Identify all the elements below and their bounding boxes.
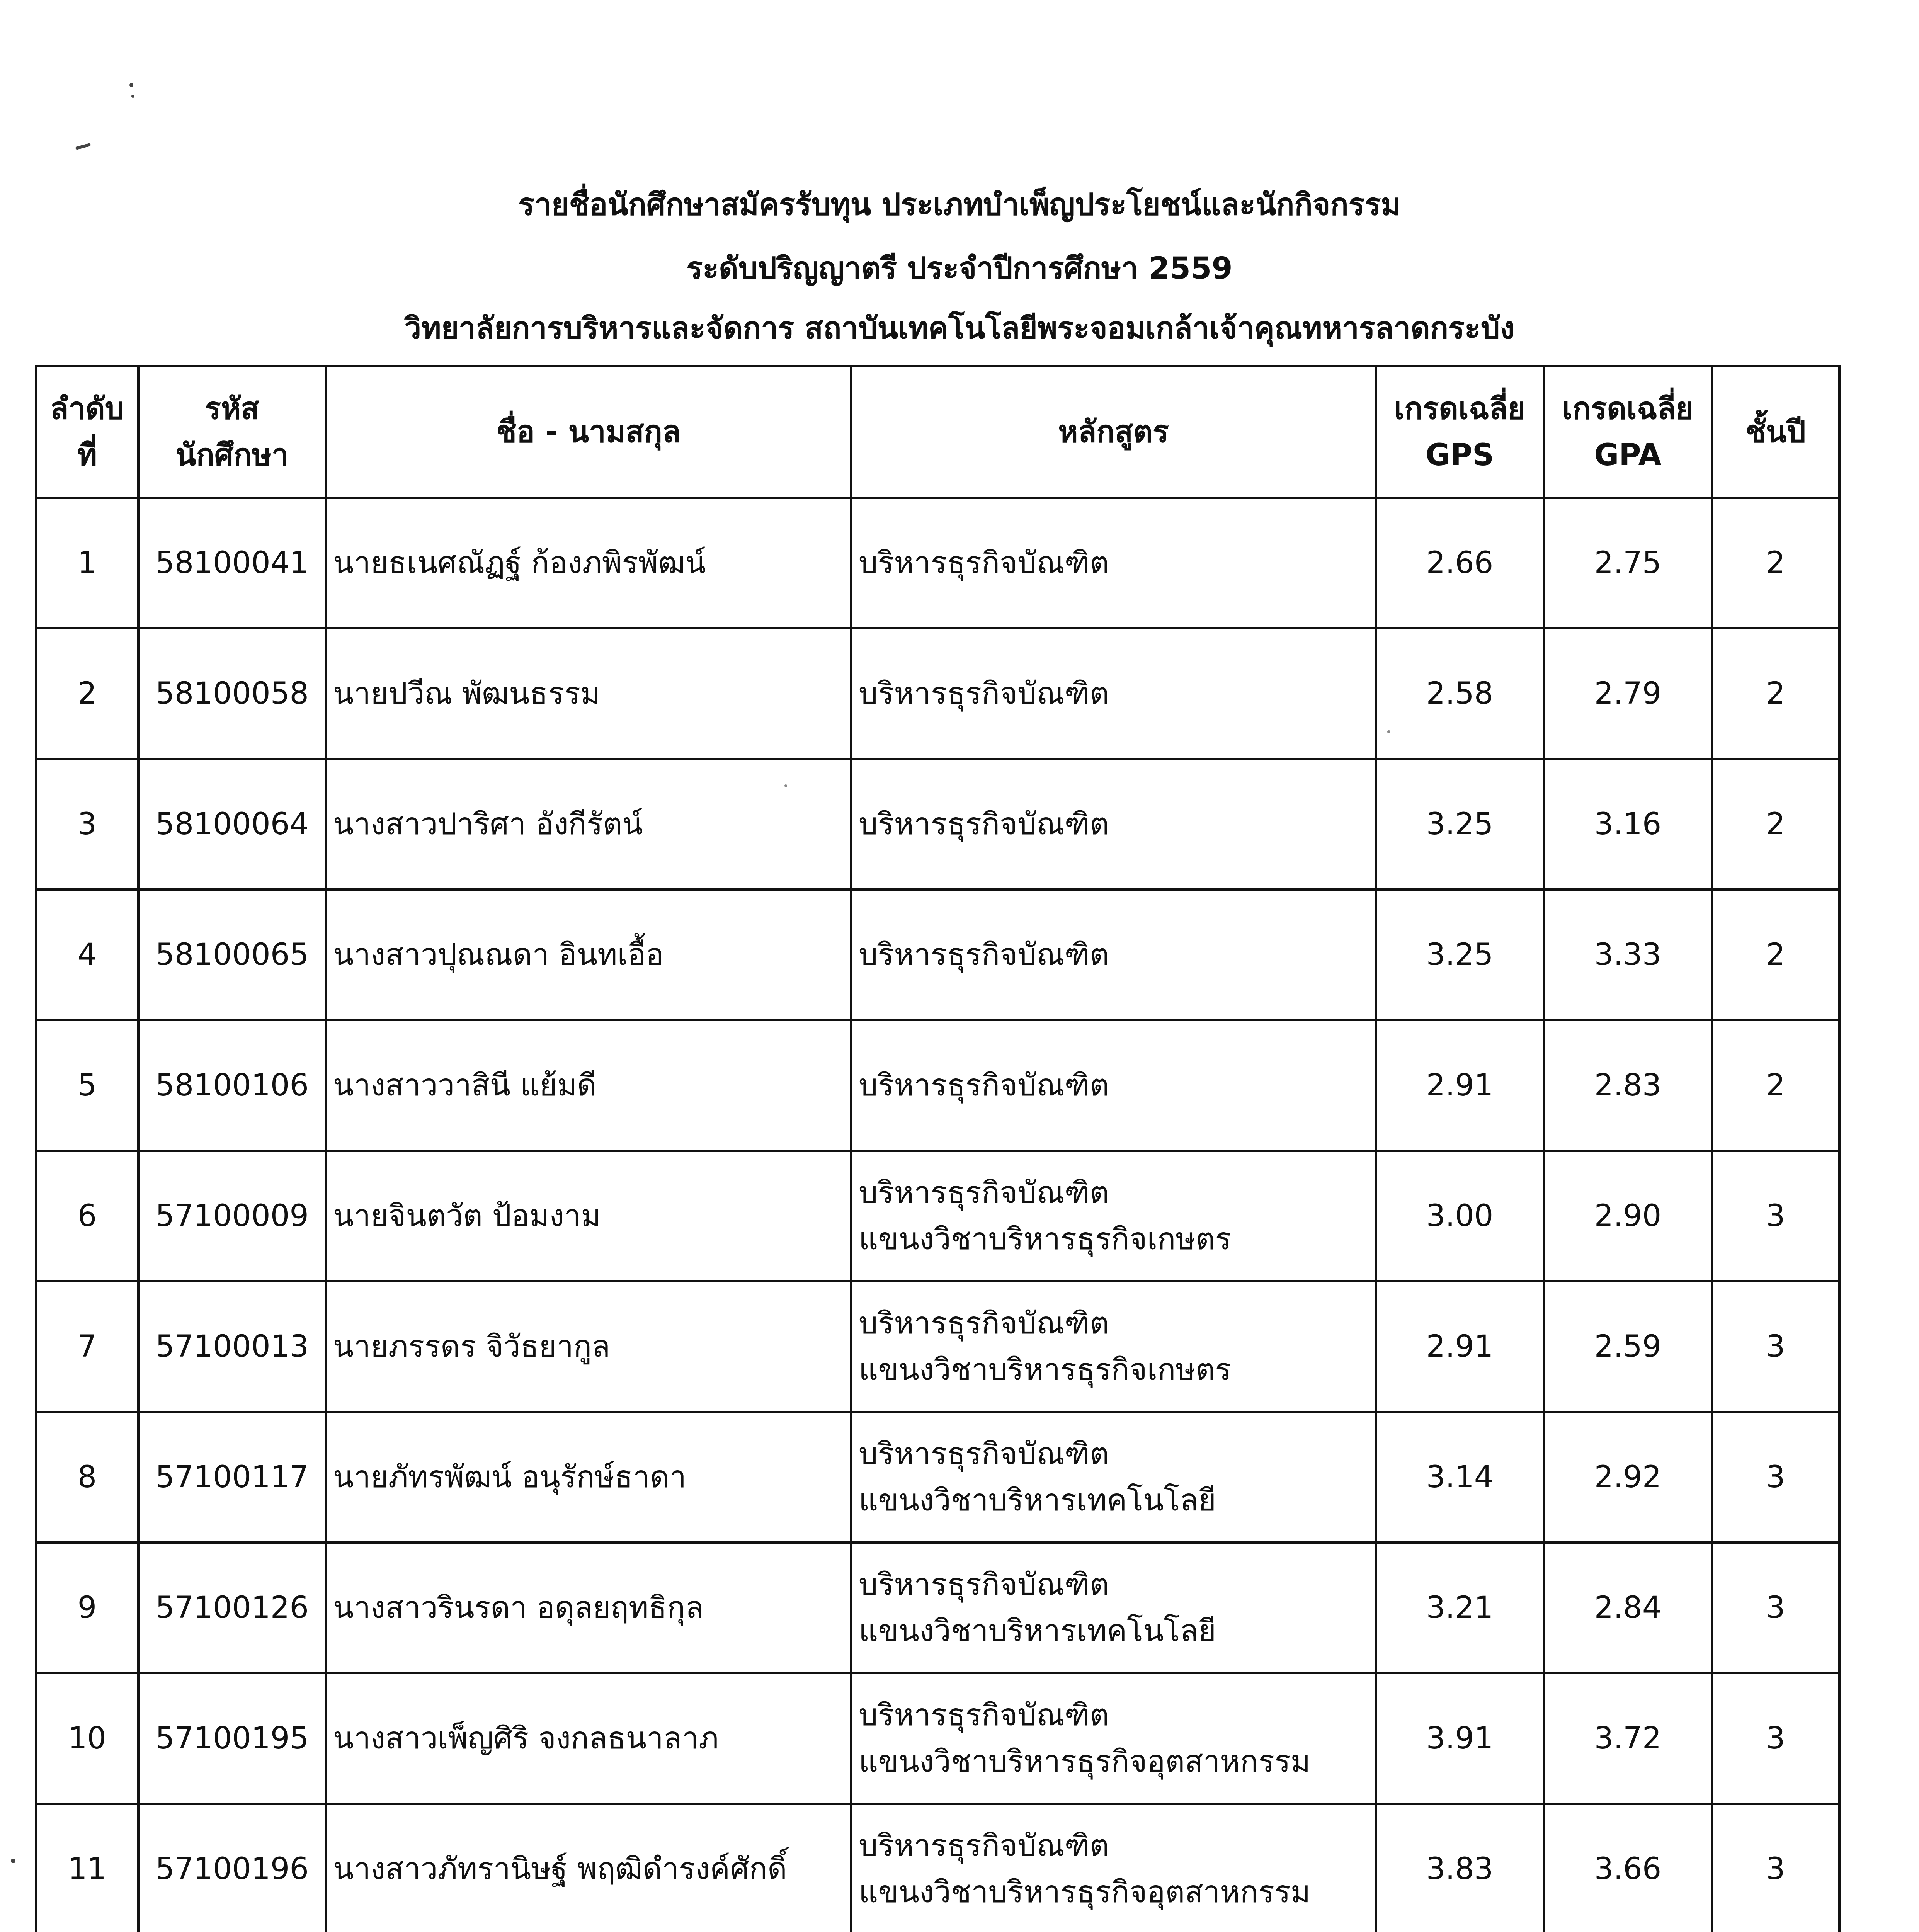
gpa-cell: 2.92 [1544,1412,1712,1543]
row-number-cell: 10 [36,1673,138,1804]
scan-speck [11,1859,15,1863]
header-student-id [138,366,326,498]
program-degree: บริหารธุรกิจบัณฑิต [859,676,1109,711]
student-name-cell: นายภัทรพัฒน์ อนุรักษ์ธาดา [326,1412,851,1543]
program-degree: บริหารธุรกิจบัณฑิต [859,1068,1109,1103]
table-row [36,628,1839,759]
gps-cell: 3.25 [1376,759,1544,889]
gpa-cell: 2.84 [1544,1543,1712,1673]
header-year: ชั้นปี [1712,366,1839,498]
program-major: แขนงวิชาบริหารธุรกิจเกษตร [859,1222,1232,1257]
gpa-cell: 2.79 [1544,628,1712,759]
year-cell: 2 [1712,628,1839,759]
student-id-cell: 57100126 [138,1543,326,1673]
header-program: หลักสูตร [851,366,1376,498]
header-name: ชื่อ - นามสกุล [326,366,851,498]
scan-speck [1387,730,1390,733]
gpa-cell: 2.83 [1544,1020,1712,1151]
row-number-cell: 7 [36,1281,138,1412]
year-cell: 3 [1712,1673,1839,1804]
year-cell: 3 [1712,1412,1839,1543]
table-row [36,1673,1839,1804]
program-cell [851,1412,1376,1543]
year-cell: 2 [1712,498,1839,628]
program-cell [851,1543,1376,1673]
row-number-cell: 8 [36,1412,138,1543]
header-id-line-2: นักศึกษา [175,438,289,473]
student-id-cell: 57100009 [138,1151,326,1281]
student-id-cell: 58100041 [138,498,326,628]
header-row [36,366,1839,498]
program-cell [851,628,1376,759]
row-number-cell: 9 [36,1543,138,1673]
year-cell: 2 [1712,1020,1839,1151]
table-row [36,1020,1839,1151]
header-no-line-1: ลำดับ [50,391,124,426]
table-row [36,1151,1839,1281]
program-cell [851,1673,1376,1804]
gpa-cell: 2.90 [1544,1151,1712,1281]
gps-cell: 2.58 [1376,628,1544,759]
year-cell: 2 [1712,889,1839,1020]
program-major: แขนงวิชาบริหารธุรกิจเกษตร [859,1352,1232,1387]
program-degree: บริหารธุรกิจบัณฑิต [859,1567,1109,1602]
table-row [36,1543,1839,1673]
row-number-cell: 2 [36,628,138,759]
program-degree: บริหารธุรกิจบัณฑิต [859,1437,1109,1471]
year-cell: 3 [1712,1151,1839,1281]
student-id-cell: 57100013 [138,1281,326,1412]
gps-cell: 2.91 [1376,1020,1544,1151]
gps-cell: 3.91 [1376,1673,1544,1804]
header-gps-line-1: เกรดเฉลี่ย [1394,391,1526,426]
student-name-cell: นางสาวภัทรานิษฐ์ พฤฒิดำรงค์ศักดิ์ [326,1804,851,1932]
gpa-cell: 3.66 [1544,1804,1712,1932]
row-number-cell: 6 [36,1151,138,1281]
year-cell: 2 [1712,759,1839,889]
gpa-cell: 2.59 [1544,1281,1712,1412]
year-cell: 3 [1712,1804,1839,1932]
student-id-cell: 58100064 [138,759,326,889]
program-major: แขนงวิชาบริหารธุรกิจอุตสาหกรรม [859,1744,1311,1779]
program-degree: บริหารธุรกิจบัณฑิต [859,1698,1109,1733]
program-cell [851,759,1376,889]
program-cell [851,1020,1376,1151]
header-gps-line-2: GPS [1425,438,1494,473]
student-name-cell: นายปวีณ พัฒนธรรม [326,628,851,759]
header-no [36,366,138,498]
row-number-cell: 4 [36,889,138,1020]
student-name-cell: นางสาววาสินี แย้มดี [326,1020,851,1151]
scan-speck [129,83,133,87]
scan-speck [131,95,134,98]
program-degree: บริหารธุรกิจบัณฑิต [859,1306,1109,1341]
header-gpa-line-1: เกรดเฉลี่ย [1562,391,1694,426]
program-degree: บริหารธุรกิจบัณฑิต [859,1828,1109,1863]
student-name-cell: นางสาวเพ็ญศิริ จงกลธนาลาภ [326,1673,851,1804]
row-number-cell: 11 [36,1804,138,1932]
table-row [36,889,1839,1020]
row-number-cell: 1 [36,498,138,628]
title-line-1: รายชื่อนักศึกษาสมัครรับทุน ประเภทบำเพ็ญประโยชน์และนักกิจกรรม [518,187,1401,222]
year-cell: 3 [1712,1281,1839,1412]
student-name-cell: นายภรรดร จิวัธยากูล [326,1281,851,1412]
header-id-line-1: รหัส [205,391,259,426]
student-id-cell: 57100117 [138,1412,326,1543]
program-cell [851,1151,1376,1281]
student-name-cell: นางสาวปุณณดา อินทเอื้อ [326,889,851,1020]
program-degree: บริหารธุรกิจบัณฑิต [859,937,1109,972]
gpa-cell: 3.33 [1544,889,1712,1020]
header-no-line-2: ที่ [77,438,97,473]
program-degree: บริหารธุรกิจบัณฑิต [859,807,1109,842]
student-name-cell: นางสาวรินรดา อดุลยฤทธิกุล [326,1543,851,1673]
year-cell: 3 [1712,1543,1839,1673]
header-gps [1376,366,1544,498]
table-row [36,1412,1839,1543]
student-id-cell: 58100065 [138,889,326,1020]
table-row [36,1281,1839,1412]
student-id-cell: 57100195 [138,1673,326,1804]
student-name-cell: นายจินตวัต ป้อมงาม [326,1151,851,1281]
scan-speck [784,784,787,787]
table-row [36,1804,1839,1932]
program-major: แขนงวิชาบริหารเทคโนโลยี [859,1483,1216,1518]
program-major: แขนงวิชาบริหารเทคโนโลยี [859,1614,1216,1648]
gps-cell: 3.14 [1376,1412,1544,1543]
gps-cell: 3.25 [1376,889,1544,1020]
program-cell [851,1281,1376,1412]
title-line-2: ระดับปริญญาตรี ประจำปีการศึกษา 2559 [686,251,1233,286]
gpa-cell: 2.75 [1544,498,1712,628]
scholarship-applicant-table [35,365,1841,1932]
gps-cell: 2.91 [1376,1281,1544,1412]
gps-cell: 2.66 [1376,498,1544,628]
program-degree: บริหารธุรกิจบัณฑิต [859,1175,1109,1210]
student-name-cell: นายธเนศณัฏฐ์ ก้องภพิรพัฒน์ [326,498,851,628]
gps-cell: 3.21 [1376,1543,1544,1673]
program-cell [851,889,1376,1020]
gps-cell: 3.83 [1376,1804,1544,1932]
student-id-cell: 58100106 [138,1020,326,1151]
program-cell [851,498,1376,628]
row-number-cell: 5 [36,1020,138,1151]
program-major: แขนงวิชาบริหารธุรกิจอุตสาหกรรม [859,1875,1311,1910]
gps-cell: 3.00 [1376,1151,1544,1281]
gpa-cell: 3.72 [1544,1673,1712,1804]
table-row [36,498,1839,628]
header-gpa [1544,366,1712,498]
gpa-cell: 3.16 [1544,759,1712,889]
scan-speck [75,143,91,150]
table-row [36,759,1839,889]
program-degree: บริหารธุรกิจบัณฑิต [859,546,1109,580]
title-line-3: วิทยาลัยการบริหารและจัดการ สถาบันเทคโนโลยีพระจอมเกล้าเจ้าคุณทหารลาดกระบัง [404,311,1515,346]
row-number-cell: 3 [36,759,138,889]
student-id-cell: 57100196 [138,1804,326,1932]
program-cell [851,1804,1376,1932]
student-name-cell: นางสาวปาริศา อังกีรัตน์ [326,759,851,889]
header-gpa-line-2: GPA [1594,438,1662,473]
student-id-cell: 58100058 [138,628,326,759]
